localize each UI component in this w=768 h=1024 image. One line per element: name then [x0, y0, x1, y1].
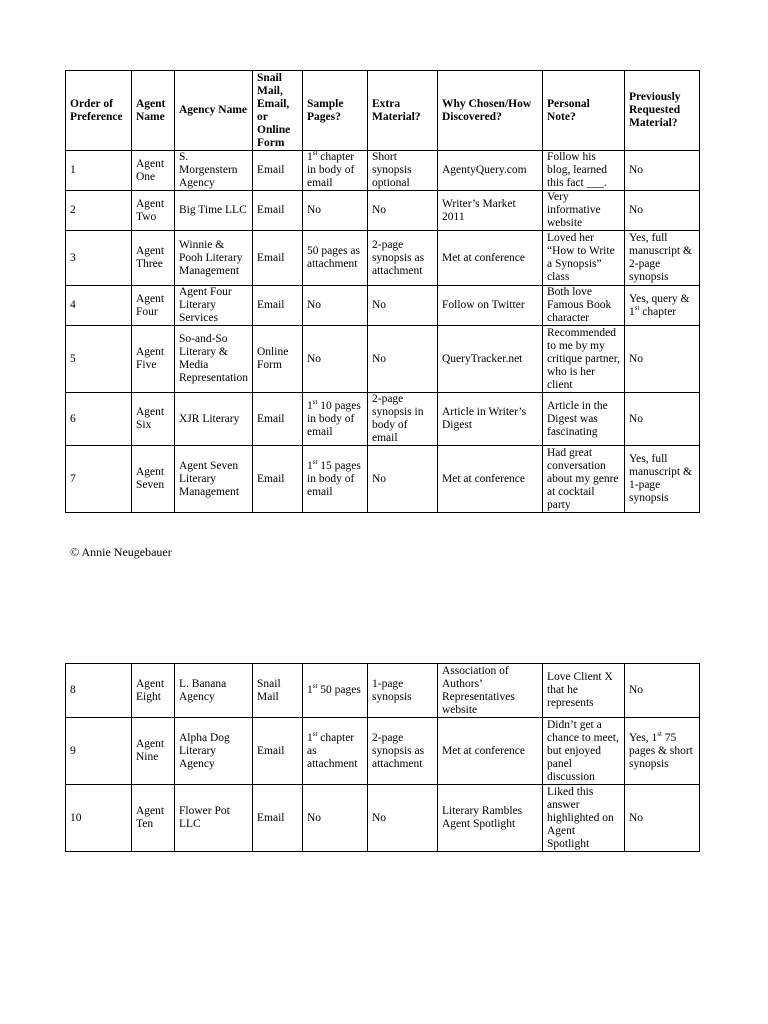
table-cell: Association of Authors’ Representatives website: [438, 664, 543, 718]
table-cell: 1st 15 pages in body of email: [303, 446, 368, 513]
table-cell: No: [303, 326, 368, 393]
header-cell: Personal Note?: [543, 71, 625, 151]
table-cell: Email: [253, 231, 303, 286]
header-cell: Agency Name: [175, 71, 253, 151]
table-cell: Literary Rambles Agent Spotlight: [438, 785, 543, 852]
header-cell: Previously Requested Material?: [625, 71, 700, 151]
table-cell: No: [303, 785, 368, 852]
table-cell: 2-page synopsis as attachment: [368, 231, 438, 286]
table-cell: Met at conference: [438, 446, 543, 513]
table-cell: Snail Mail: [253, 664, 303, 718]
table-cell: Writer’s Market 2011: [438, 191, 543, 231]
table-cell: No: [303, 286, 368, 326]
table-cell: Email: [253, 151, 303, 191]
table-cell: 2-page synopsis in body of email: [368, 393, 438, 446]
table-cell: Agent Seven: [132, 446, 175, 513]
header-row: [66, 71, 700, 151]
table-cell: Liked this answer highlighted on Agent Spotlight: [543, 785, 625, 852]
table-cell: Agent Ten: [132, 785, 175, 852]
header-cell: Extra Material?: [368, 71, 438, 151]
table-cell: No: [303, 191, 368, 231]
table-row: [66, 664, 700, 718]
table-row: [66, 286, 700, 326]
table-cell: Short synopsis optional: [368, 151, 438, 191]
table-cell: 3: [66, 231, 132, 286]
table-cell: Agent Three: [132, 231, 175, 286]
table-cell: Alpha Dog Literary Agency: [175, 718, 253, 785]
copyright-notice: © Annie Neugebauer: [70, 545, 172, 559]
table-cell: No: [625, 151, 700, 191]
header-cell: Why Chosen/How Discovered?: [438, 71, 543, 151]
table-cell: Flower Pot LLC: [175, 785, 253, 852]
table-cell: Agent Seven Literary Management: [175, 446, 253, 513]
table-cell: XJR Literary: [175, 393, 253, 446]
table-cell: Agent Five: [132, 326, 175, 393]
table-cell: Didn’t get a chance to meet, but enjoyed panel discussion: [543, 718, 625, 785]
table-cell: No: [368, 191, 438, 231]
table-cell: Agent Two: [132, 191, 175, 231]
table-cell: No: [625, 785, 700, 852]
table-cell: 1st chapter as attachment: [303, 718, 368, 785]
table-cell: 1st chapter in body of email: [303, 151, 368, 191]
table-row: [66, 393, 700, 446]
table-cell: 4: [66, 286, 132, 326]
table-cell: No: [625, 664, 700, 718]
table-row: [66, 326, 700, 393]
table-row: [66, 718, 700, 785]
table-cell: Article in the Digest was fascinating: [543, 393, 625, 446]
ordinal-suffix: st: [657, 729, 662, 738]
table-cell: 1: [66, 151, 132, 191]
table-cell: Email: [253, 393, 303, 446]
table-cell: No: [625, 191, 700, 231]
table-row: [66, 446, 700, 513]
ordinal-suffix: st: [634, 303, 640, 312]
table-cell: So-and-So Literary & Media Representation: [175, 326, 253, 393]
table-cell: Agent One: [132, 151, 175, 191]
table-cell: Recommended to me by my critique partner, who is her client: [543, 326, 625, 393]
table-cell: No: [368, 785, 438, 852]
table-cell: Email: [253, 785, 303, 852]
table-cell: Agent Four: [132, 286, 175, 326]
table-cell: 1st 50 pages: [303, 664, 368, 718]
ordinal-suffix: st: [312, 397, 318, 406]
table-cell: No: [368, 326, 438, 393]
table-cell: 7: [66, 446, 132, 513]
table-cell: Very informative website: [543, 191, 625, 231]
table-cell: 8: [66, 664, 132, 718]
agent-table-2: [65, 663, 700, 852]
table-cell: L. Banana Agency: [175, 664, 253, 718]
table-cell: Yes, full manuscript & 2-page synopsis: [625, 231, 700, 286]
table-cell: Agent Nine: [132, 718, 175, 785]
table-cell: No: [625, 326, 700, 393]
table-cell: Online Form: [253, 326, 303, 393]
header-cell: Sample Pages?: [303, 71, 368, 151]
table-cell: Agent Six: [132, 393, 175, 446]
table-cell: Big Time LLC: [175, 191, 253, 231]
table-cell: 50 pages as attachment: [303, 231, 368, 286]
table-cell: Had great conversation about my genre at cocktail party: [543, 446, 625, 513]
table-cell: Email: [253, 446, 303, 513]
header-cell: Agent Name: [132, 71, 175, 151]
ordinal-suffix: st: [312, 457, 318, 466]
table-cell: S. Morgenstern Agency: [175, 151, 253, 191]
table-cell: Follow on Twitter: [438, 286, 543, 326]
table-cell: Agent Four Literary Services: [175, 286, 253, 326]
table-cell: Met at conference: [438, 718, 543, 785]
table-cell: QueryTracker.net: [438, 326, 543, 393]
table-cell: 2-page synopsis as attachment: [368, 718, 438, 785]
table-cell: Email: [253, 718, 303, 785]
table-cell: No: [368, 446, 438, 513]
table-cell: Yes, query & 1st chapter: [625, 286, 700, 326]
table-cell: Agent Eight: [132, 664, 175, 718]
table-cell: 10: [66, 785, 132, 852]
table-cell: Winnie & Pooh Literary Management: [175, 231, 253, 286]
table-cell: 6: [66, 393, 132, 446]
table-cell: AgentyQuery.com: [438, 151, 543, 191]
table-cell: Email: [253, 286, 303, 326]
table-cell: Met at conference: [438, 231, 543, 286]
table-cell: 1-page synopsis: [368, 664, 438, 718]
table-cell: Yes, full manuscript & 1-page synopsis: [625, 446, 700, 513]
table-cell: Follow his blog, learned this fact ___.: [543, 151, 625, 191]
header-cell: Snail Mail, Email, or Online Form: [253, 71, 303, 151]
table-row: [66, 231, 700, 286]
ordinal-suffix: st: [312, 682, 318, 691]
table-cell: Yes, 1st 75 pages & short synopsis: [625, 718, 700, 785]
ordinal-suffix: st: [312, 150, 318, 158]
table-cell: No: [625, 393, 700, 446]
table-cell: Email: [253, 191, 303, 231]
table-row: [66, 191, 700, 231]
table-cell: 2: [66, 191, 132, 231]
table-cell: 9: [66, 718, 132, 785]
table-cell: 1st 10 pages in body of email: [303, 393, 368, 446]
table-cell: Article in Writer’s Digest: [438, 393, 543, 446]
table-cell: Both love Famous Book character: [543, 286, 625, 326]
table-cell: Love Client X that he represents: [543, 664, 625, 718]
header-cell: Order of Preference: [66, 71, 132, 151]
table-cell: Loved her “How to Write a Synopsis” class: [543, 231, 625, 286]
table-cell: No: [368, 286, 438, 326]
agent-table-1: [65, 70, 700, 513]
table-cell: 5: [66, 326, 132, 393]
table-row: [66, 785, 700, 852]
table-row: [66, 151, 700, 191]
ordinal-suffix: st: [312, 729, 318, 738]
